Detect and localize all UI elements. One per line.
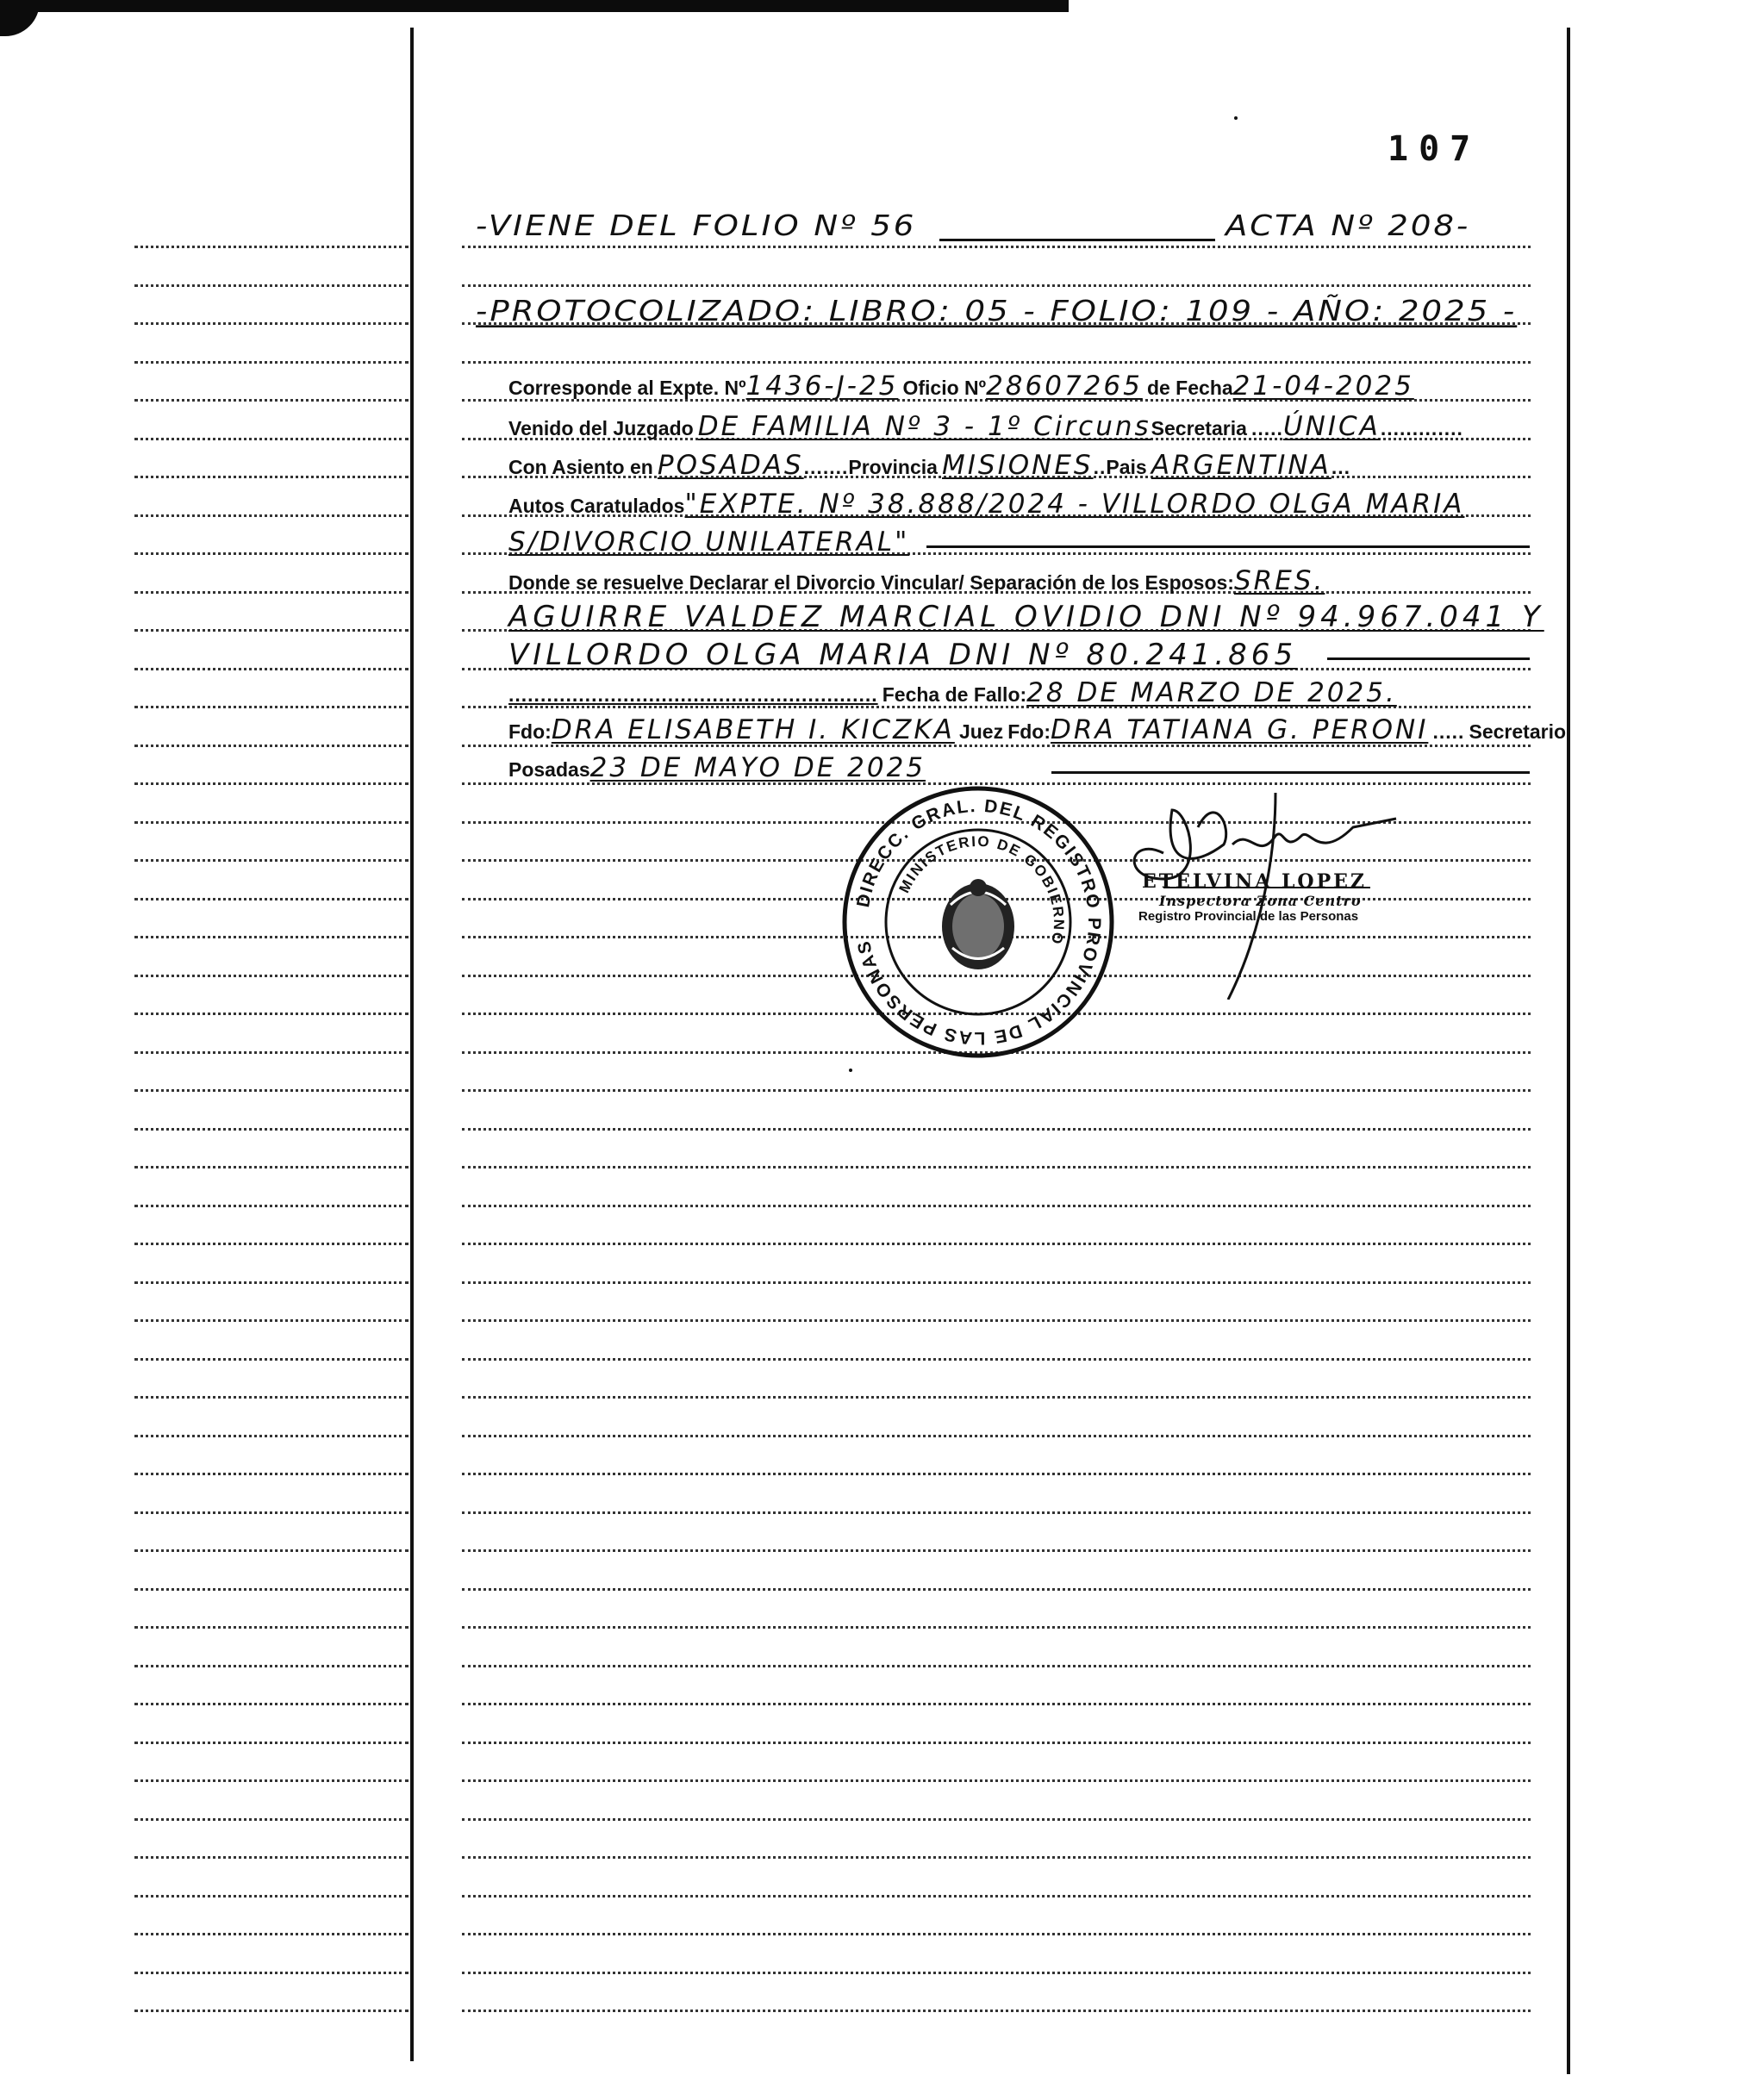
margin-ruled-line xyxy=(134,1665,408,1667)
margin-ruled-line xyxy=(134,399,408,402)
body-ruled-line xyxy=(462,1128,1531,1131)
body-ruled-line xyxy=(462,1089,1531,1092)
margin-ruled-line xyxy=(134,1703,408,1705)
margin-ruled-line xyxy=(134,668,408,670)
margin-ruled-line xyxy=(134,1089,408,1092)
fdo2-label: Fdo: xyxy=(1007,720,1051,743)
margin-ruled-line xyxy=(134,1319,408,1322)
juzgado-value: DE FAMILIA Nº 3 - 1º Circuns xyxy=(697,411,1151,442)
fecha-fallo-label: Fecha de Fallo: xyxy=(882,683,1027,706)
margin-ruled-line xyxy=(134,1626,408,1629)
asiento-label: Con Asiento en xyxy=(508,456,653,478)
seal-inner-text: MINISTERIO DE GOBIERNO xyxy=(895,832,1068,947)
body-ruled-line xyxy=(462,1703,1531,1705)
donde-value: SRES. xyxy=(1233,565,1325,596)
form-line-donde xyxy=(508,565,1543,600)
scan-speck xyxy=(1234,116,1238,120)
body-ruled-line xyxy=(462,1549,1531,1552)
margin-ruled-line xyxy=(134,514,408,517)
margin-ruled-line xyxy=(134,1972,408,1974)
scan-corner-mark xyxy=(0,0,40,36)
protocolizado-line: -PROTOCOLIZADO: LIBRO: 05 - FOLIO: 109 - AÑO: 2025 - xyxy=(476,295,1518,327)
body-ruled-line xyxy=(462,1205,1531,1207)
margin-ruled-line xyxy=(134,1166,408,1168)
header-underline-1 xyxy=(939,239,1215,241)
margin-ruled-line xyxy=(134,2010,408,2012)
autos-label: Autos Caratulados xyxy=(508,495,685,517)
margin-line-left xyxy=(410,28,414,2061)
secretaria-value: ÚNICA xyxy=(1282,411,1381,442)
fdo-label: Fdo: xyxy=(508,720,552,743)
signature-block xyxy=(1138,870,1367,924)
fecha-value: 21-04-2025 xyxy=(1232,371,1414,402)
secretario-value: DRA TATIANA G. PERONI xyxy=(1051,714,1429,745)
body-ruled-line xyxy=(462,1511,1531,1514)
body-ruled-line xyxy=(462,246,1531,248)
form-line-autos xyxy=(508,489,1543,523)
margin-ruled-line xyxy=(134,1051,408,1054)
margin-ruled-line xyxy=(134,706,408,708)
posadas-label: Posadas xyxy=(508,758,590,781)
oficio-label: Oficio Nº xyxy=(902,377,987,399)
margin-ruled-line xyxy=(134,898,408,900)
margin-ruled-line xyxy=(134,1128,408,1131)
margin-ruled-line xyxy=(134,1396,408,1399)
body-ruled-line xyxy=(462,2010,1531,2012)
margin-ruled-line xyxy=(134,1742,408,1744)
pais-value: ARGENTINA xyxy=(1151,450,1332,481)
scan-top-edge xyxy=(0,0,1069,12)
form-line-autos-2 xyxy=(508,527,1543,561)
body-ruled-line xyxy=(462,1166,1531,1168)
margin-ruled-line xyxy=(134,1205,408,1207)
margin-ruled-line xyxy=(134,1779,408,1782)
autos-value-2: S/DIVORCIO UNILATERAL" xyxy=(508,527,910,558)
juez-value: DRA ELISABETH I. KICZKA xyxy=(551,714,955,745)
margin-ruled-line xyxy=(134,1358,408,1361)
form-line-fallo: .......................................................... Fecha de Fallo:28 DE MARZO DE 2025. xyxy=(508,677,1397,708)
margin-ruled-line xyxy=(134,1856,408,1859)
margin-ruled-line xyxy=(134,322,408,325)
margin-ruled-line xyxy=(134,745,408,747)
asiento-value: POSADAS xyxy=(657,450,804,481)
body-ruled-line xyxy=(462,1856,1531,1859)
margin-ruled-line xyxy=(134,1473,408,1475)
juez-label: Juez xyxy=(958,720,1004,743)
secretaria-label: Secretaria xyxy=(1151,417,1247,439)
autos-fill-line xyxy=(926,545,1530,548)
margin-ruled-line xyxy=(134,1818,408,1821)
signer-name: ETELVINA LOPEZ xyxy=(1142,870,1367,893)
margin-line-right xyxy=(1567,28,1570,2074)
form-line-juzgado: Venido del Juzgado DE FAMILIA Nº 3 - 1º CircunsSecretaria .....ÚNICA............. xyxy=(508,411,1463,442)
signer-office: Registro Provincial de las Personas xyxy=(1138,909,1359,924)
margin-ruled-line xyxy=(134,975,408,977)
body-ruled-line xyxy=(462,1665,1531,1667)
margin-ruled-line xyxy=(134,1933,408,1935)
secretario-label: Secretario xyxy=(1469,720,1567,743)
pais-label: Pais xyxy=(1106,456,1147,478)
margin-ruled-line xyxy=(134,246,408,248)
posadas-value: 23 DE MAYO DE 2025 xyxy=(589,752,926,783)
expte-value: 1436-J-25 xyxy=(745,371,899,402)
margin-ruled-line xyxy=(134,1281,408,1284)
esposa-line: VILLORDO OLGA MARIA DNI Nº 80.241.865 xyxy=(508,638,1298,672)
provincia-value: MISIONES xyxy=(942,450,1094,481)
form-line-firmas: Fdo:DRA ELISABETH I. KICZKA Juez Fdo:DRA TATIANA G. PERONI ..... Secretario xyxy=(508,714,1567,745)
margin-ruled-line xyxy=(134,1243,408,1245)
coat-of-arms-icon xyxy=(942,879,1014,969)
margin-ruled-line xyxy=(134,476,408,478)
body-ruled-line xyxy=(462,1742,1531,1744)
registry-seal xyxy=(840,784,1116,1060)
margin-ruled-line xyxy=(134,1013,408,1015)
body-ruled-line xyxy=(462,1626,1531,1629)
body-ruled-line xyxy=(462,1396,1531,1399)
margin-ruled-line xyxy=(134,821,408,824)
form-line-asiento: Con Asiento en POSADAS.......Provincia MISIONES..Pais ARGENTINA... xyxy=(508,450,1351,481)
autos-value-1: "EXPTE. Nº 38.888/2024 - VILLORDO OLGA MARIA xyxy=(684,489,1465,520)
margin-ruled-line xyxy=(134,438,408,440)
venido-label: Venido del Juzgado xyxy=(508,417,694,439)
body-ruled-line xyxy=(462,1895,1531,1897)
body-ruled-line xyxy=(462,1588,1531,1591)
body-ruled-line xyxy=(462,1933,1531,1935)
fecha-label: de Fecha xyxy=(1146,377,1233,399)
body-ruled-line xyxy=(462,361,1531,364)
provincia-label: Provincia xyxy=(848,456,938,478)
form-line-esposo xyxy=(508,600,1543,634)
body-ruled-line xyxy=(462,1779,1531,1782)
margin-ruled-line xyxy=(134,1435,408,1437)
donde-label: Donde se resuelve Declarar el Divorcio Vincular/ Separación de los Esposos: xyxy=(508,571,1234,594)
body-ruled-line xyxy=(462,1972,1531,1974)
margin-ruled-line xyxy=(134,859,408,862)
esposo-line: AGUIRRE VALDEZ MARCIAL OVIDIO DNI Nº 94.967.041 Y xyxy=(508,600,1544,634)
margin-ruled-line xyxy=(134,629,408,632)
margin-ruled-line xyxy=(134,782,408,785)
esposa-fill-line xyxy=(1327,657,1530,660)
body-ruled-line xyxy=(462,1281,1531,1284)
body-ruled-line xyxy=(462,284,1531,287)
margin-ruled-line xyxy=(134,1588,408,1591)
seal-outer-text: DIRECC. GRAL. DEL REGISTRO PROVINCIAL DE LAS PERSONAS xyxy=(853,795,1105,1049)
signer-role: Inspectora Zona Centro xyxy=(1159,893,1362,909)
body-ruled-line xyxy=(462,1358,1531,1361)
viene-del-folio: -VIENE DEL FOLIO Nº 56 xyxy=(476,209,917,242)
margin-ruled-line xyxy=(134,284,408,287)
posadas-fill-line xyxy=(1051,771,1530,774)
acta-number: ACTA Nº 208- xyxy=(1225,209,1471,242)
oficio-value: 28607265 xyxy=(986,371,1143,402)
margin-ruled-line xyxy=(134,1511,408,1514)
form-line-esposa xyxy=(508,638,1543,672)
fecha-fallo-value: 28 DE MARZO DE 2025. xyxy=(1026,677,1397,708)
scan-speck xyxy=(849,1069,852,1072)
body-ruled-line xyxy=(462,1435,1531,1437)
margin-ruled-line xyxy=(134,361,408,364)
body-ruled-line xyxy=(462,1243,1531,1245)
form-line-expte xyxy=(508,371,1543,405)
corresponde-label: Corresponde al Expte. Nº xyxy=(508,377,746,399)
margin-ruled-line xyxy=(134,936,408,938)
body-ruled-line xyxy=(462,1319,1531,1322)
margin-ruled-line xyxy=(134,1549,408,1552)
margin-ruled-line xyxy=(134,1895,408,1897)
folio-number: 107 xyxy=(1388,129,1481,169)
margin-ruled-line xyxy=(134,591,408,594)
body-ruled-line xyxy=(462,1473,1531,1475)
margin-ruled-line xyxy=(134,552,408,555)
body-ruled-line xyxy=(462,1818,1531,1821)
